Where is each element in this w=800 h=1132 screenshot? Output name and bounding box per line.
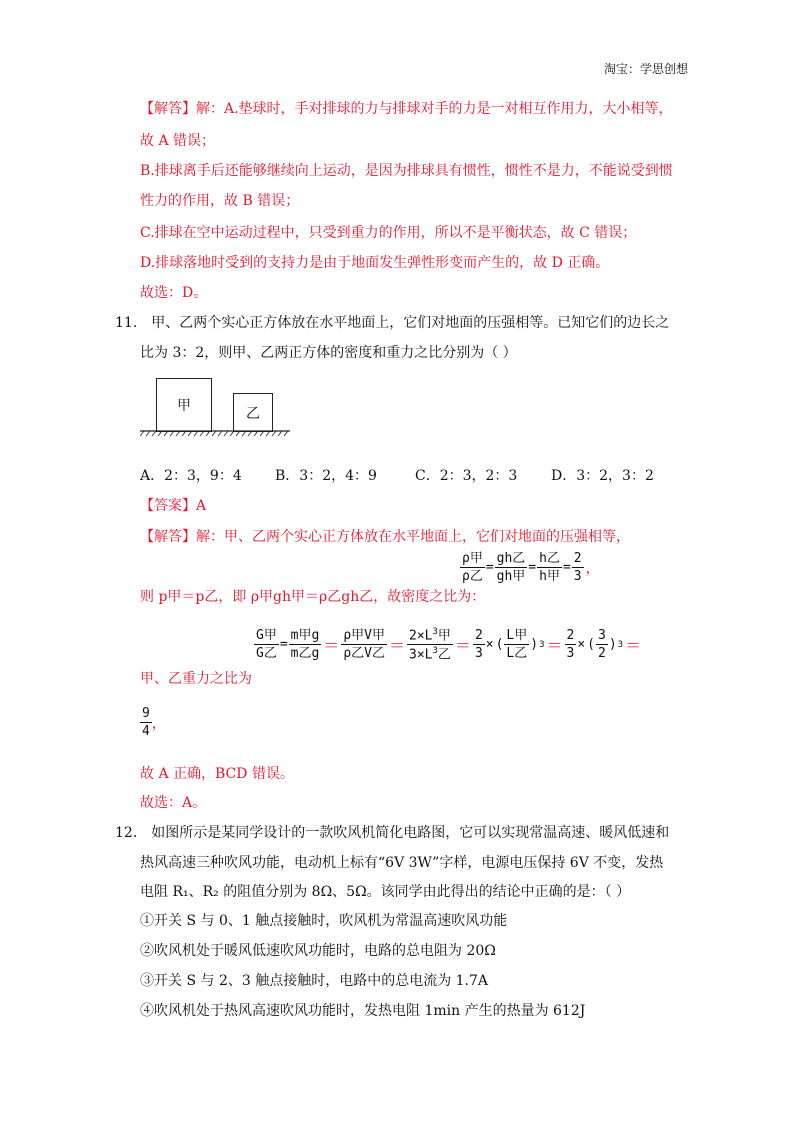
q11-stem-line-1: 11． 甲、乙两个实心正方体放在水平地面上，它们对地面的压强相等。已知它们的边长之 <box>115 315 670 331</box>
q10-analysis-line-7: 故选：D。 <box>140 285 208 301</box>
q11-option-c: C．2：3，2：3 <box>415 468 518 484</box>
analysis-label: 【解答】 <box>140 529 196 545</box>
q10-analysis-line-4: 性力的作用，故 B 错误； <box>140 193 300 209</box>
density-frac-2: $\frac{\text{gh乙}}{\text{gh甲}}$ <box>496 551 526 584</box>
analysis-text: 解：A.垫球时，手对排球的力与排球对手的力是一对相互作用力，大小相等， <box>196 101 673 117</box>
q12-stem-line-3: 电阻 R₁、R₂ 的阻值分别为 8Ω、5Ω。该同学由此得出的结论中正确的是：（ ） <box>140 884 631 900</box>
gravity-frac-2: $\frac{\text{m甲g}}{\text{m乙g}}$ <box>290 628 320 662</box>
gravity-label: 甲、乙重力之比为 <box>140 671 252 687</box>
q12-item-4: ④吹风机处于热风高速吹风功能时，发热电阻 1min 产生的热量为 612J <box>140 1003 586 1019</box>
gravity-coef-2: $\frac{2}{3}$ <box>566 628 575 662</box>
q11-analysis-line-2: 则 p甲＝p乙，即 ρ甲gh甲＝ρ乙gh乙，故密度之比为： <box>140 589 486 605</box>
q11-option-b: B．3：2，4：9 <box>275 468 377 484</box>
ground-hatch <box>140 378 292 440</box>
analysis-text: 解：甲、乙两个实心正方体放在水平地面上，它们对地面的压强相等， <box>196 529 630 545</box>
q12-item-2: ②吹风机处于暖风低速吹风功能时，电路的总电阻为 20Ω <box>140 943 496 959</box>
q11-stem-line-2: 比为 3：2，则甲、乙两正方体的密度和重力之比分别为（ ） <box>140 345 517 361</box>
density-frac-4: $\frac{2}{3}$ <box>573 551 582 584</box>
q12-stem-line-1: 12． 如图所示是某同学设计的一款吹风机简化电路图，它可以实现常温高速、暖风低速和 <box>115 825 670 841</box>
gravity-result <box>140 707 166 738</box>
q10-analysis-line-6: D.排球落地时受到的支持力是由于地面发生弹性形变而产生的，故 D 正确。 <box>140 255 610 271</box>
gravity-frac-5: $\frac{\text{L甲}}{\text{L乙}}$ <box>506 628 528 662</box>
density-frac-1: $\frac{\text{ρ甲}}{\text{ρ乙}}$ <box>462 551 483 584</box>
q12-stem-line-2: 热风高速三种吹风功能，电动机上标有“6V 3W”字样，电源电压保持 6V 不变，发热 <box>140 855 664 871</box>
cube-yi: 乙 <box>233 393 273 432</box>
q11-choice: 故选：A。 <box>140 795 207 811</box>
q12-item-3: ③开关 S 与 2、3 触点接触时，电路中的总电流为 1.7A <box>140 973 489 989</box>
q11-figure <box>140 378 292 440</box>
density-ratio-formula: $\frac{\text{ρ甲}}{\text{ρ乙}}$ = $\frac{\text{gh乙}}{\text{gh甲}}$ = $\frac{\text{h乙}}{\text{h甲}}$ = $\frac{2}{3}$ ， <box>462 551 600 584</box>
density-tail: ， <box>585 560 600 577</box>
gravity-ratio-formula: $\frac{\text{G甲}}{\text{G乙}}$ = $\frac{\text{m甲g}}{\text{m乙g}}$ ＝ $\frac{\text{ρ甲V甲}}{\text{ρ乙V乙}}$ ＝ $\frac{2\times L^3甲}{3\times L^3乙}$ ＝ $\frac{2}{3}$ × ( $\frac{\text{L甲}}{\text{L乙}}$ ) 3 ＝ $\frac{2}{3}$ × ( $\frac{3}{2}$ ) 3 ＝ <box>256 627 642 663</box>
q10-analysis-line-3: B.排球离手后还能够继续向上运动，是因为排球具有惯性，惯性不是力，不能说受到惯 <box>140 163 673 179</box>
q11-analysis-line-1 <box>140 526 630 546</box>
q11-answer <box>140 495 206 515</box>
q11-option-a: A．2：3，9：4 <box>140 468 242 484</box>
header-shop-name: 淘宝：学思创想 <box>603 62 688 76</box>
q10-analysis-line-2: 故 A 错误； <box>140 133 216 149</box>
gravity-frac-4: $\frac{2\times L^3甲}{3\times L^3乙}$ <box>409 627 451 663</box>
analysis-label: 【解答】 <box>140 101 196 117</box>
cube-jia: 甲 <box>156 378 212 432</box>
gravity-coef-1: $\frac{2}{3}$ <box>474 628 483 662</box>
q11-conclusion: 故 A 正确，BCD 错误。 <box>140 766 294 782</box>
gravity-frac-1: $\frac{\text{G甲}}{\text{G乙}}$ <box>256 628 277 662</box>
answer-value: A <box>196 498 207 514</box>
answer-label: 【答案】 <box>140 498 196 514</box>
gravity-frac-3: $\frac{\text{ρ甲V甲}}{\text{ρ乙V乙}}$ <box>343 628 385 662</box>
q11-option-d: D．3：2，3：2 <box>551 468 654 484</box>
q10-analysis-line-1 <box>140 98 673 118</box>
q12-item-1: ①开关 S 与 0、1 触点接触时，吹风机为常温高速吹风功能 <box>140 913 508 929</box>
gravity-result-frac: $\frac{9}{4}$ <box>142 706 150 739</box>
result-tail: ， <box>151 715 166 732</box>
density-frac-3: $\frac{\text{h乙}}{\text{h甲}}$ <box>539 551 560 584</box>
gravity-frac-6: $\frac{3}{2}$ <box>598 628 606 662</box>
q10-analysis-line-5: C.排球在空中运动过程中，只受到重力的作用，所以不是平衡状态，故 C 错误； <box>140 225 637 241</box>
